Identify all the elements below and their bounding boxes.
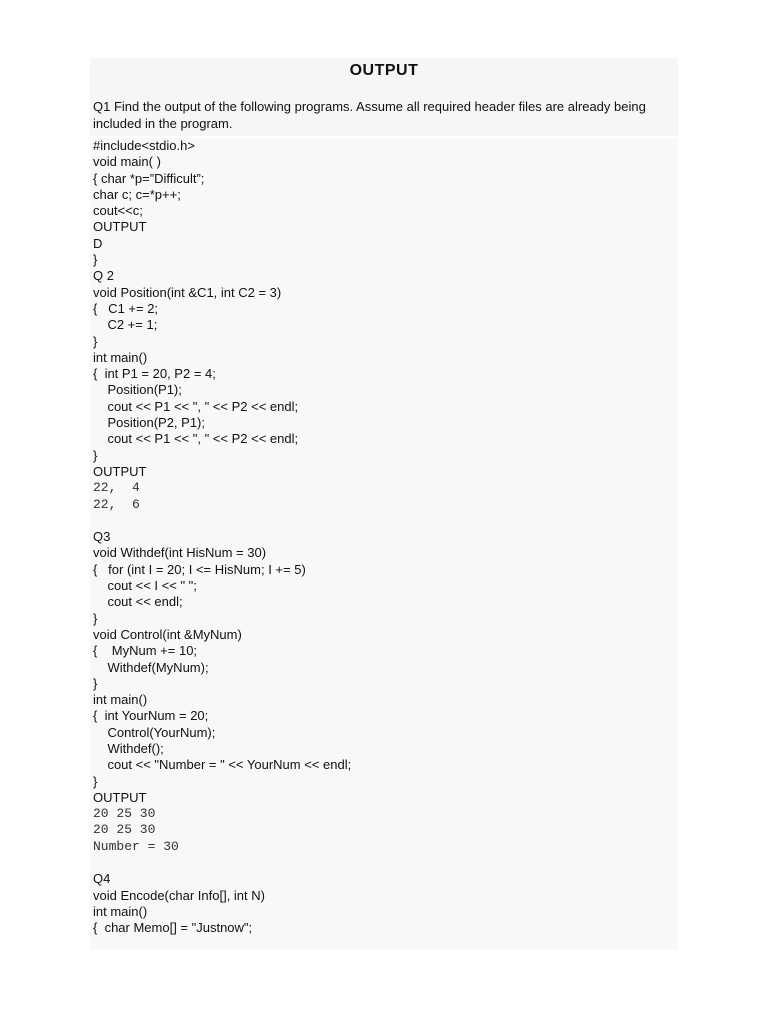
code-line: }	[93, 252, 98, 268]
code-line: }	[93, 610, 98, 626]
code-line: { int P1 = 20, P2 = 4;	[93, 366, 216, 382]
code-line: OUTPUT	[93, 463, 147, 479]
code-line: void main( )	[93, 154, 161, 170]
code-line: Q 2	[93, 268, 114, 284]
code-line: OUTPUT	[93, 789, 147, 805]
code-line: int main()	[93, 692, 148, 708]
code-line: int main()	[93, 349, 148, 365]
code-line: Control(YourNum);	[93, 724, 216, 740]
code-line: #include<stdio.h>	[93, 138, 195, 153]
code-line: int main()	[93, 903, 148, 919]
code-line: void Withdef(int HisNum = 30)	[93, 545, 267, 561]
question-intro: Q1 Find the output of the following programs. Assume all required header files are already being included in the program.	[93, 99, 646, 131]
code-line: cout << endl;	[93, 594, 183, 610]
output-line: 20 25 30	[93, 806, 156, 822]
output-line: 22, 4	[93, 480, 140, 496]
code-line: cout<<c;	[93, 203, 143, 219]
code-line: }	[93, 333, 98, 349]
code-line: char c; c=*p++;	[93, 186, 181, 202]
code-line: Position(P1);	[93, 382, 182, 398]
code-line: { C1 += 2;	[93, 300, 159, 316]
code-line: cout << P1 << ", " << P2 << endl;	[93, 431, 299, 447]
code-line: cout << I << " ";	[93, 578, 197, 594]
output-line: Number = 30	[93, 838, 179, 854]
output-line: 22, 6	[93, 496, 140, 512]
code-line: { MyNum += 10;	[93, 643, 198, 659]
code-line: { for (int I = 20; I <= HisNum; I += 5)	[93, 561, 306, 577]
code-line: D	[93, 235, 103, 251]
code-line: { char *p=”Difficult”;	[93, 170, 205, 186]
code-line: void Encode(char Info[], int N)	[93, 887, 265, 903]
code-line	[93, 513, 673, 529]
code-line: }	[93, 675, 98, 691]
code-line: { int YourNum = 20;	[93, 708, 209, 724]
code-line: Q4	[93, 871, 111, 887]
code-line: OUTPUT	[93, 219, 147, 235]
code-line: cout << P1 << ", " << P2 << endl;	[93, 398, 299, 414]
page-title: OUTPUT	[349, 62, 419, 79]
code-line: }	[93, 773, 98, 789]
code-line: Withdef();	[93, 740, 164, 756]
code-line: Withdef(MyNum);	[93, 659, 209, 675]
code-line: void Position(int &C1, int C2 = 3)	[93, 284, 282, 300]
code-line: Q3	[93, 529, 111, 545]
code-listing	[93, 138, 673, 937]
code-line: C2 += 1;	[93, 317, 158, 333]
code-line: { char Memo[] = "Justnow";	[93, 920, 253, 936]
code-line: }	[93, 447, 98, 463]
output-line: 20 25 30	[93, 822, 156, 838]
code-line	[93, 855, 673, 871]
code-line: void Control(int &MyNum)	[93, 626, 242, 642]
code-line: Position(P2, P1);	[93, 415, 205, 431]
code-line: cout << "Number = " << YourNum << endl;	[93, 757, 352, 773]
